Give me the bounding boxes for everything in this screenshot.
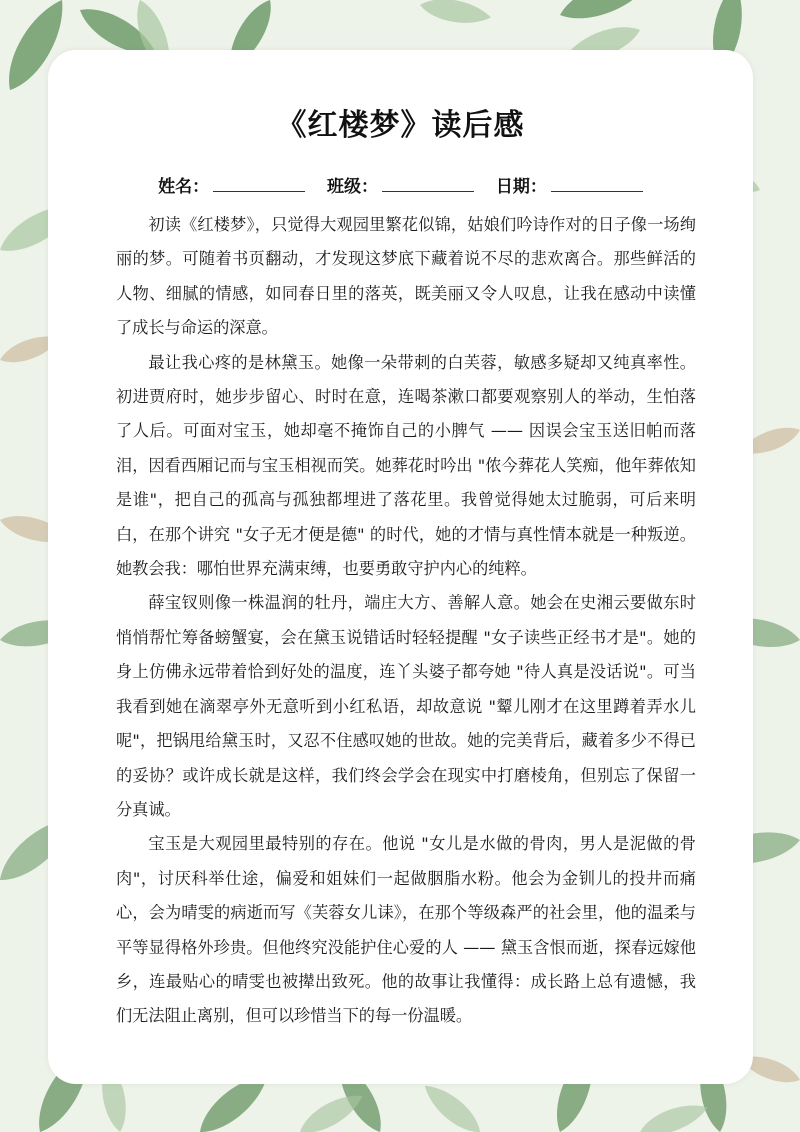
paragraph: 薛宝钗则像一株温润的牡丹，端庄大方、善解人意。她会在史湘云要做东时悄悄帮忙筹备螃蟹宴，会在黛玉说错话时轻轻提醒 "女子读些正经书才是"。她的身上仿佛永远带着恰到好处的温度，连丫头婆子都夸她 "待人真是没话说"。可当我看到她在滴翠亭外无意听到小红私语，却故意说 "颦儿刚才在这里蹲着弄水儿呢"，把锅甩给黛玉时，又忍不住感叹她的世故。她的完美背后，藏着多少不得已的妥协？或许成长就是这样，我们终会学会在现实中打磨棱角，但别忘了保留一分真诚。 bbox=[116, 593, 696, 819]
name-field bbox=[158, 172, 305, 197]
document-title: 《红楼梦》读后感 bbox=[276, 108, 525, 143]
date-field bbox=[496, 172, 643, 197]
date-label: 日期： bbox=[495, 177, 547, 197]
class-blank-line[interactable] bbox=[382, 177, 474, 192]
name-label: 姓名： bbox=[158, 177, 210, 197]
paragraph: 宝玉是大观园里最特别的存在。他说 "女儿是水做的骨肉，男人是泥做的骨肉"，讨厌科举仕途，偏爱和姐妹们一起做胭脂水粉。他会为金钏儿的投井而痛心，会为晴雯的病逝而写《芙蓉女儿诔》，在那个等级森严的社会里，他的温柔与平等显得格外珍贵。但他终究没能护住心爱的人 —— 黛玉含恨而逝，探春远嫁他乡，连最贴心的晴雯也被撵出致死。他的故事让我懂得：成长路上总有遗憾，我们无法阻止离别，但可以珍惜当下的每一份温暖。 bbox=[116, 834, 696, 1026]
paragraph: 最让我心疼的是林黛玉。她像一朵带刺的白芙蓉，敏感多疑却又纯真率性。初进贾府时，她步步留心、时时在意，连喝茶漱口都要观察别人的举动，生怕落了人后。可面对宝玉，她却毫不掩饰自己的小脾气 —— 因误会宝玉送旧帕而落泪，因看西厢记而与宝玉相视而笑。她葬花时吟出 "侬今葬花人笑痴，他年葬侬知是谁"，把自己的孤高与孤独都埋进了落花里。我曾觉得她太过脆弱，可后来明白，在那个讲究 "女子无才便是德" 的时代，她的才情与真性情本就是一种叛逆。她教会我：哪怕世界充满束缚，也要勇敢守护内心的纯粹。 bbox=[116, 352, 696, 579]
paragraph: 初读《红楼梦》，只觉得大观园里繁花似锦，姑娘们吟诗作对的日子像一场绚丽的梦。可随着书页翻动，才发现这梦底下藏着说不尽的悲欢离合。那些鲜活的人物、细腻的情感，如同春日里的落英，既美丽又令人叹息，让我在感动中读懂了成长与命运的深意。 bbox=[116, 215, 696, 338]
student-info-row bbox=[48, 172, 753, 197]
class-label: 班级： bbox=[327, 177, 378, 197]
class-field bbox=[327, 172, 474, 197]
name-blank-line[interactable] bbox=[213, 177, 305, 192]
date-blank-line[interactable] bbox=[551, 177, 643, 192]
essay-body bbox=[116, 208, 696, 1034]
